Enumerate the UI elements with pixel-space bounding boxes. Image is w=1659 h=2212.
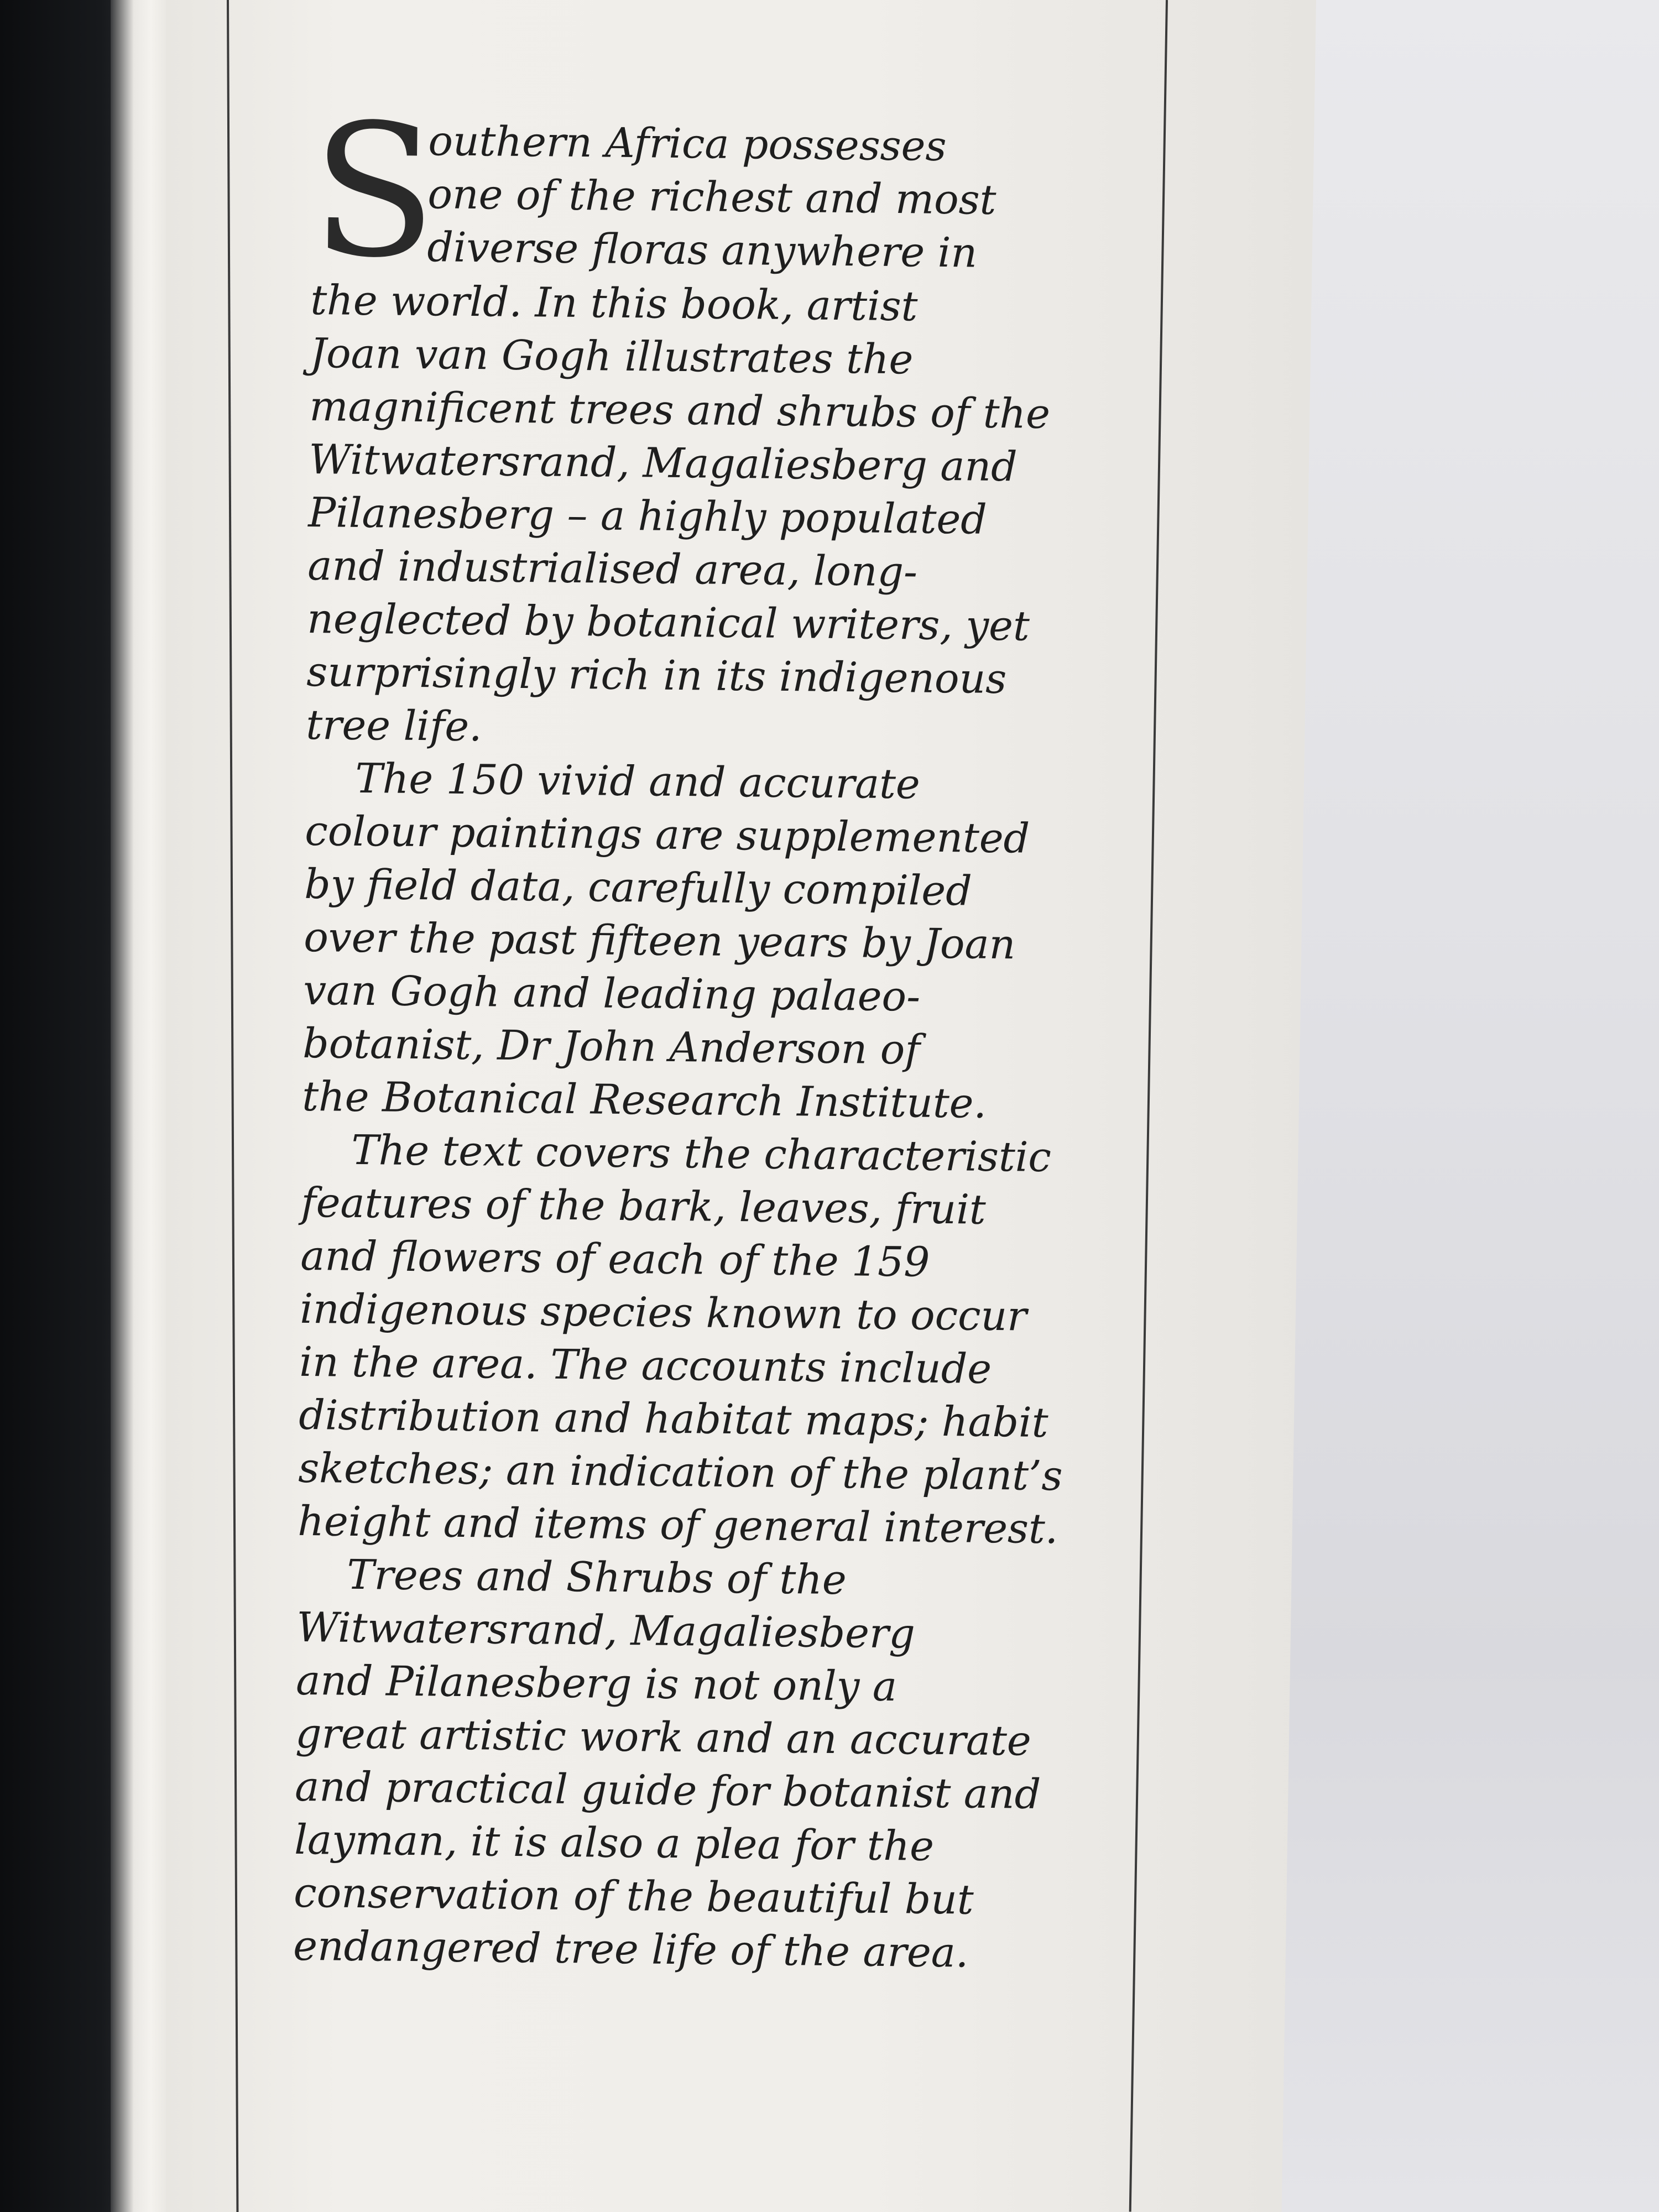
text-line: distribution and habitat maps; habit: [298, 1391, 1048, 1447]
text-line: Pilanesberg – a highly populated: [307, 488, 988, 544]
light-backdrop: [1272, 0, 1659, 2212]
text-line: tree life.: [305, 701, 483, 751]
text-line: indigenous species known to occur: [299, 1285, 1027, 1340]
text-line: colour paintings are supplemented: [304, 807, 1030, 863]
text-line: layman, it is also a plea for the: [294, 1815, 935, 1870]
paragraph-4: [293, 1548, 1083, 1981]
text-line: and Pilanesberg is not only a: [295, 1656, 898, 1711]
text-line: in the area. The accounts include: [299, 1338, 992, 1393]
text-line: and practical guide for botanist and: [294, 1762, 1041, 1818]
text-line: Joan van Gogh illustrates the: [310, 329, 914, 384]
text-line: conservation of the beautiful but: [293, 1869, 974, 1924]
text-line: van Gogh and leading palaeo-: [302, 966, 921, 1021]
paragraph-3: [298, 1123, 1087, 1556]
text-line: botanist, Dr John Anderson of: [302, 1019, 921, 1074]
paragraph-1: [305, 85, 1098, 760]
text-line: Witwatersrand, Magaliesberg and: [308, 435, 1018, 491]
text-line: Witwatersrand, Magaliesberg: [296, 1603, 916, 1658]
text-line: The 150 vivid and accurate: [354, 754, 921, 808]
text-line: outhern Africa possesses: [428, 117, 947, 171]
text-line: surprisingly rich in its indigenous: [306, 648, 1007, 703]
jacket-blurb: [293, 85, 1098, 1981]
text-line: and flowers of each of the 159: [300, 1232, 930, 1286]
text-line: height and items of general interest.: [297, 1497, 1058, 1553]
text-line: over the past fifteen years by Joan: [303, 913, 1016, 969]
paragraph-2: [302, 752, 1091, 1131]
text-line: and industrialised area, long-: [307, 541, 918, 596]
text-line: diverse floras anywhere in: [427, 223, 978, 277]
text-line: endangered tree life of the area.: [293, 1922, 969, 1977]
text-line: the world. In this book, artist: [310, 276, 918, 331]
drop-cap: S: [310, 85, 438, 299]
text-line: features of the bark, leaves, fruit: [300, 1178, 987, 1234]
text-line: neglected by botanical writers, yet: [306, 594, 1030, 650]
text-line: one of the richest and most: [427, 170, 997, 224]
text-line: magnificent trees and shrubs of the: [309, 382, 1051, 438]
text-line: The text covers the characteristic: [351, 1126, 1052, 1182]
text-line: the Botanical Research Institute.: [301, 1072, 987, 1128]
text-line: sketches; an indication of the plant’s: [298, 1444, 1063, 1500]
text-line: Trees and Shrubs of the: [346, 1551, 847, 1604]
text-line: by field data, carefully compiled: [304, 860, 973, 915]
text-line: great artistic work and an accurate: [295, 1709, 1032, 1765]
